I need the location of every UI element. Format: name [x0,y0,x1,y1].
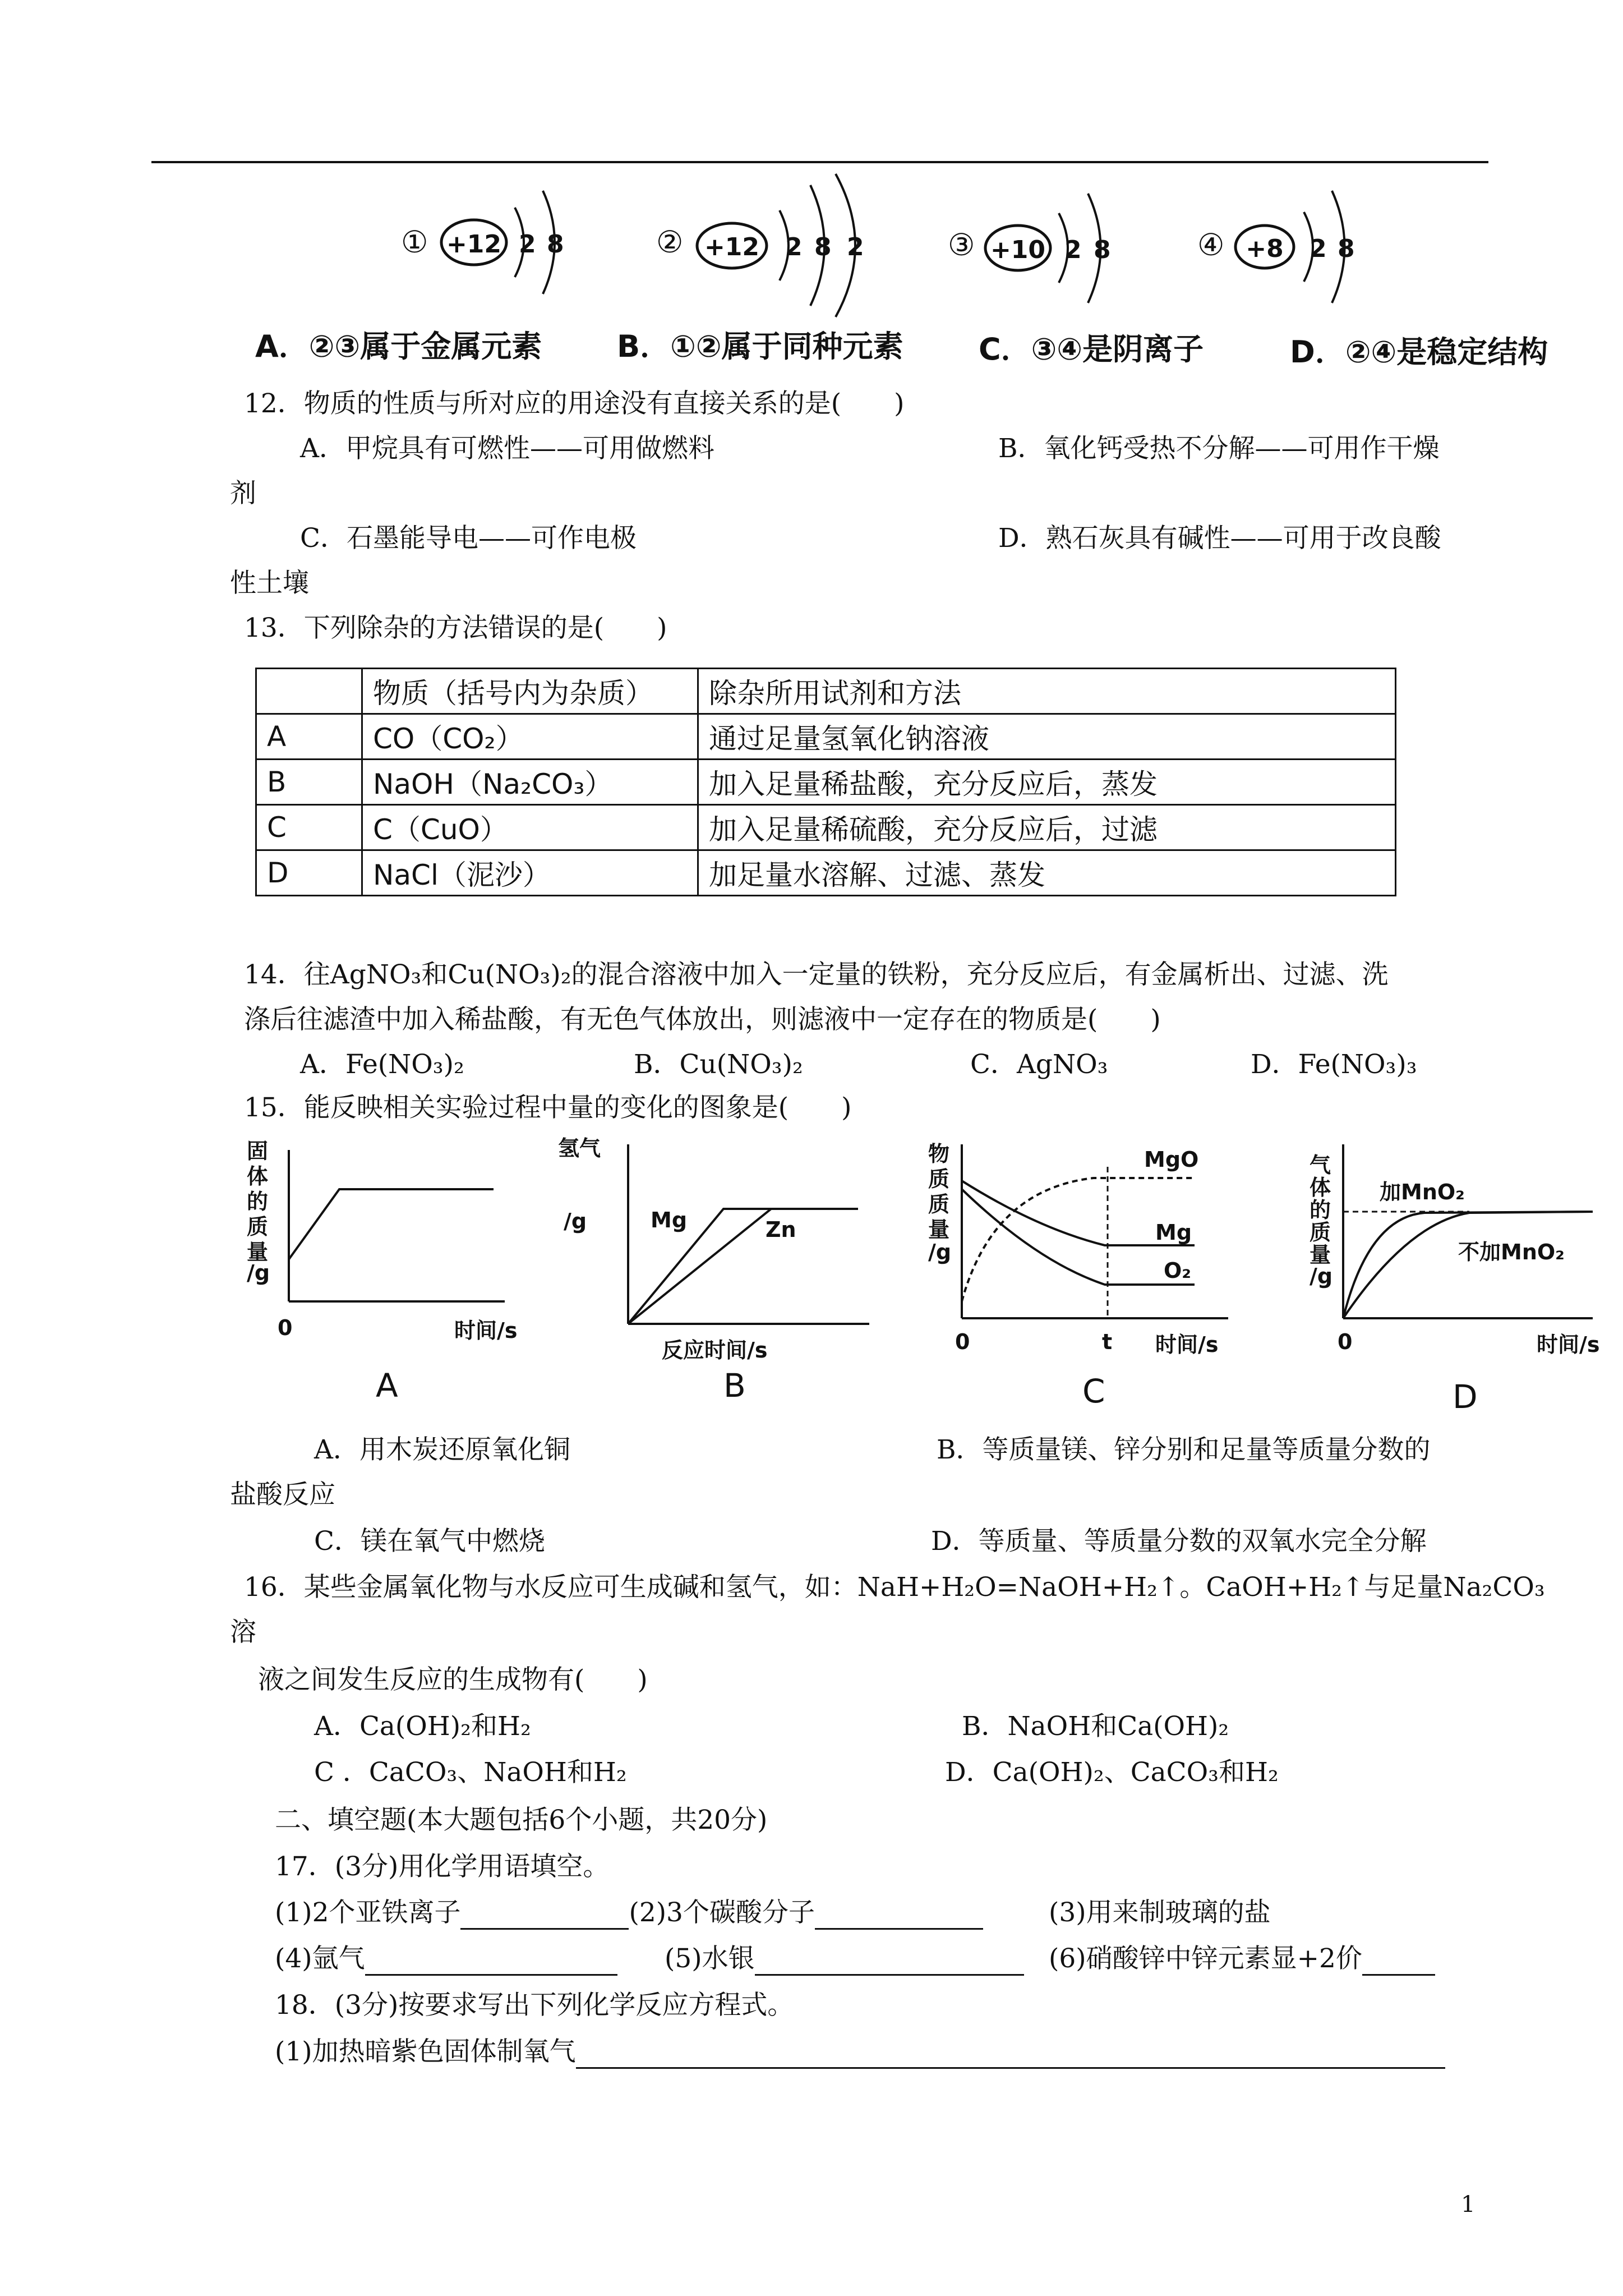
table-row [256,714,1396,760]
table-cell: NaCl（泥沙） [362,850,698,896]
q12-option-c: C．石墨能导电——可作电极 [300,523,637,554]
header-rule [151,161,1488,163]
graph-b-yunit: /g [564,1209,587,1234]
graph-d-series-without-mno2: 不加MnO₂ [1458,1240,1565,1264]
q18-part-1 [275,2035,1445,2069]
q18-part-1-label: (1)加热暗紫色固体制氧气 [275,2036,576,2067]
q14-option-c: C．AgNO₃ [970,1049,1108,1080]
q16-line-2: 液之间发生反应的生成物有( ) [258,1664,648,1695]
q17-part-1-blank[interactable] [460,1903,629,1930]
q14-option-a: A．Fe(NO₃)₂ [300,1049,464,1080]
q17-part-3-label: (3)用来制玻璃的盐 [1049,1897,1271,1928]
q11-option-a: A．②③属于金属元素 [255,329,542,364]
q14-line-2: 涤后往滤渣中加入稀盐酸，有无色气体放出，则滤液中一定存在的物质是( ) [244,1004,1161,1035]
q12-option-b: B．氧化钙受热不分解——可用作干燥 [998,433,1440,464]
q15-stem: 15．能反映相关实验过程中量的变化的图象是( ) [244,1092,852,1123]
q16-option-a: A．Ca(OH)₂和H₂ [314,1711,531,1742]
table-cell: C [256,805,362,850]
atom-4-nucleus: +8 [1246,234,1284,263]
table-header-cell: 除杂所用试剂和方法 [698,669,1396,714]
table-cell: NaOH（Na₂CO₃） [362,760,698,805]
graph-b [558,1136,869,1405]
graph-a-ylabel: 固 [247,1139,269,1163]
svg-text:量: 量 [247,1240,269,1264]
atom-2-shell-1: 2 [785,233,803,261]
q11-option-d: D．②④是稳定结构 [1290,334,1548,370]
q14-option-d: D．Fe(NO₃)₃ [1251,1049,1417,1080]
q17-part-4-label: (4)氩气 [275,1943,365,1974]
svg-text:质: 质 [247,1214,269,1239]
table-cell: 加入足量稀盐酸，充分反应后，蒸发 [698,760,1396,805]
atom-2 [656,174,864,317]
atom-4 [1197,191,1355,303]
svg-text:体: 体 [1310,1175,1331,1200]
q17-part-4 [275,1942,617,1976]
atom-4-num: ④ [1197,227,1225,263]
q17-part-6 [1049,1942,1435,1976]
table-row [256,850,1396,896]
svg-text:量: 量 [1310,1243,1331,1267]
q17-part-2-label: (2)3个碳酸分子 [629,1897,815,1928]
graph-c-xlabel: 时间/s [1155,1332,1219,1357]
atom-diagrams [393,168,1458,337]
graph-d-letter: D [1453,1378,1478,1416]
table-cell: 加足量水溶解、过滤、蒸发 [698,850,1396,896]
graph-a [247,1139,518,1405]
atom-1-num: ① [401,224,428,260]
table-cell: C（CuO） [362,805,698,850]
graph-c-ylabel: 物 [928,1142,950,1166]
table-cell: CO（CO₂） [362,714,698,760]
graph-b-xlabel: 反应时间/s [662,1338,768,1363]
atom-2-shell-2: 8 [814,233,832,261]
q17-part-5 [665,1942,1024,1976]
table-header-row [256,669,1396,714]
q13-stem: 13．下列除杂的方法错误的是( ) [244,613,667,643]
atom-3-num: ③ [948,227,975,263]
atom-1 [401,191,564,294]
graph-c-letter: C [1082,1372,1105,1410]
q11-option-c: C．③④是阴离子 [979,332,1204,367]
atom-1-shell-1: 2 [519,230,536,259]
q17-part-1 [275,1896,983,1930]
graph-d-xlabel: 时间/s [1537,1332,1600,1357]
graph-d [1310,1144,1600,1416]
svg-text:/g: /g [247,1260,270,1285]
graph-c-origin: 0 [955,1329,970,1354]
table-header-cell [256,669,362,714]
table-cell: 通过足量氢氧化钠溶液 [698,714,1396,760]
q17-part-1-label: (1)2个亚铁离子 [275,1897,461,1928]
table-cell: B [256,760,362,805]
q15-graphs [241,1133,1604,1425]
q12-option-d: D．熟石灰具有碱性——可用于改良酸 [998,523,1441,554]
q11-option-b: B．①②属于同种元素 [617,329,903,364]
graph-d-ylabel: 气 [1310,1153,1331,1177]
table-cell: A [256,714,362,760]
atom-4-shell-1: 2 [1310,234,1327,263]
graph-c-series-mgo: MgO [1144,1147,1199,1172]
q16-option-d: D．Ca(OH)₂、CaCO₃和H₂ [945,1757,1279,1788]
svg-text:的: 的 [247,1189,269,1214]
graph-b-letter: B [723,1366,746,1405]
q13-table [255,668,1396,896]
q12-option-a: A．甲烷具有可燃性——可用做燃料 [300,433,714,464]
q17-part-6-blank[interactable] [1362,1949,1435,1976]
q15-option-d: D．等质量、等质量分数的双氧水完全分解 [931,1526,1427,1557]
table-header-cell: 物质（括号内为杂质） [362,669,698,714]
graph-c-tick: t [1102,1329,1113,1354]
q14-option-b: B．Cu(NO₃)₂ [634,1049,803,1080]
q17-part-5-label: (5)水银 [665,1943,755,1974]
atom-3-nucleus: +10 [990,236,1046,264]
page-number: 1 [1461,2192,1476,2217]
q12-stem: 12．物质的性质与所对应的用途没有直接关系的是( ) [244,388,905,419]
q12-option-b-cont: 剂 [230,478,256,509]
q16-line-1-cont: 溶 [230,1617,256,1648]
q17-stem: 17．(3分)用化学用语填空。 [275,1851,610,1882]
table-row [256,805,1396,850]
table-cell: D [256,850,362,896]
q16-line-1: 16．某些金属氧化物与水反应可生成碱和氢气，如：NaH+H₂O=NaOH+H₂↑。CaOH+H₂↑与足量Na₂CO₃ [244,1572,1545,1603]
atom-2-shell-3: 2 [847,233,864,261]
atom-4-shell-2: 8 [1338,234,1355,263]
q15-option-b-cont: 盐酸反应 [230,1479,335,1510]
q16-option-b: B．NaOH和Ca(OH)₂ [962,1711,1229,1742]
q15-option-a: A．用木炭还原氧化铜 [314,1434,570,1465]
svg-text:质: 质 [928,1167,950,1191]
atom-1-nucleus: +12 [446,230,502,259]
graph-a-xlabel: 时间/s [454,1318,518,1343]
q16-option-c: C ．CaCO₃、NaOH和H₂ [314,1757,627,1788]
graph-d-origin: 0 [1338,1329,1353,1354]
atom-3-shell-1: 2 [1064,236,1082,264]
graph-d-series-with-mno2: 加MnO₂ [1380,1180,1465,1204]
q15-option-b: B．等质量镁、锌分别和足量等质量分数的 [937,1434,1431,1465]
q18-part-1-blank[interactable] [576,2042,1445,2069]
atom-2-nucleus: +12 [704,233,760,261]
q12-option-d-cont: 性土壤 [230,568,309,599]
atom-3 [948,194,1111,303]
q17-part-6-label: (6)硝酸锌中锌元素显+2价 [1049,1943,1362,1974]
graph-c-series-o2: O₂ [1164,1258,1191,1283]
graph-b-ylabel: 氢气 [558,1136,601,1161]
graph-b-series-zn: Zn [766,1217,796,1242]
svg-text:/g: /g [1310,1264,1333,1289]
atom-2-num: ② [656,224,684,260]
q17-part-2-blank[interactable] [815,1903,983,1930]
svg-text:质: 质 [1310,1220,1331,1245]
q15-option-c: C．镁在氧气中燃烧 [314,1526,545,1557]
q17-part-4-blank[interactable] [365,1949,617,1976]
graph-a-origin: 0 [278,1315,293,1340]
svg-text:量: 量 [928,1217,950,1242]
svg-text:体: 体 [247,1164,269,1189]
graph-c [928,1142,1228,1410]
q14-line-1: 14．往AgNO₃和Cu(NO₃)₂的混合溶液中加入一定量的铁粉，充分反应后，有金属析出、过滤、洗 [244,959,1389,990]
graph-a-letter: A [376,1366,398,1405]
table-row [256,760,1396,805]
q18-stem: 18．(3分)按要求写出下列化学反应方程式。 [275,1990,794,2021]
atom-1-shell-2: 8 [547,230,564,259]
table-cell: 加入足量稀硫酸，充分反应后，过滤 [698,805,1396,850]
svg-text:质: 质 [928,1192,950,1217]
q17-part-5-blank[interactable] [755,1949,1024,1976]
graph-c-series-mg: Mg [1155,1220,1192,1245]
graph-b-series-mg: Mg [651,1208,688,1232]
svg-text:/g: /g [928,1240,952,1264]
svg-text:的: 的 [1310,1198,1331,1222]
section-2-title: 二、填空题(本大题包括6个小题，共20分) [275,1805,768,1835]
atom-3-shell-2: 8 [1094,236,1111,264]
